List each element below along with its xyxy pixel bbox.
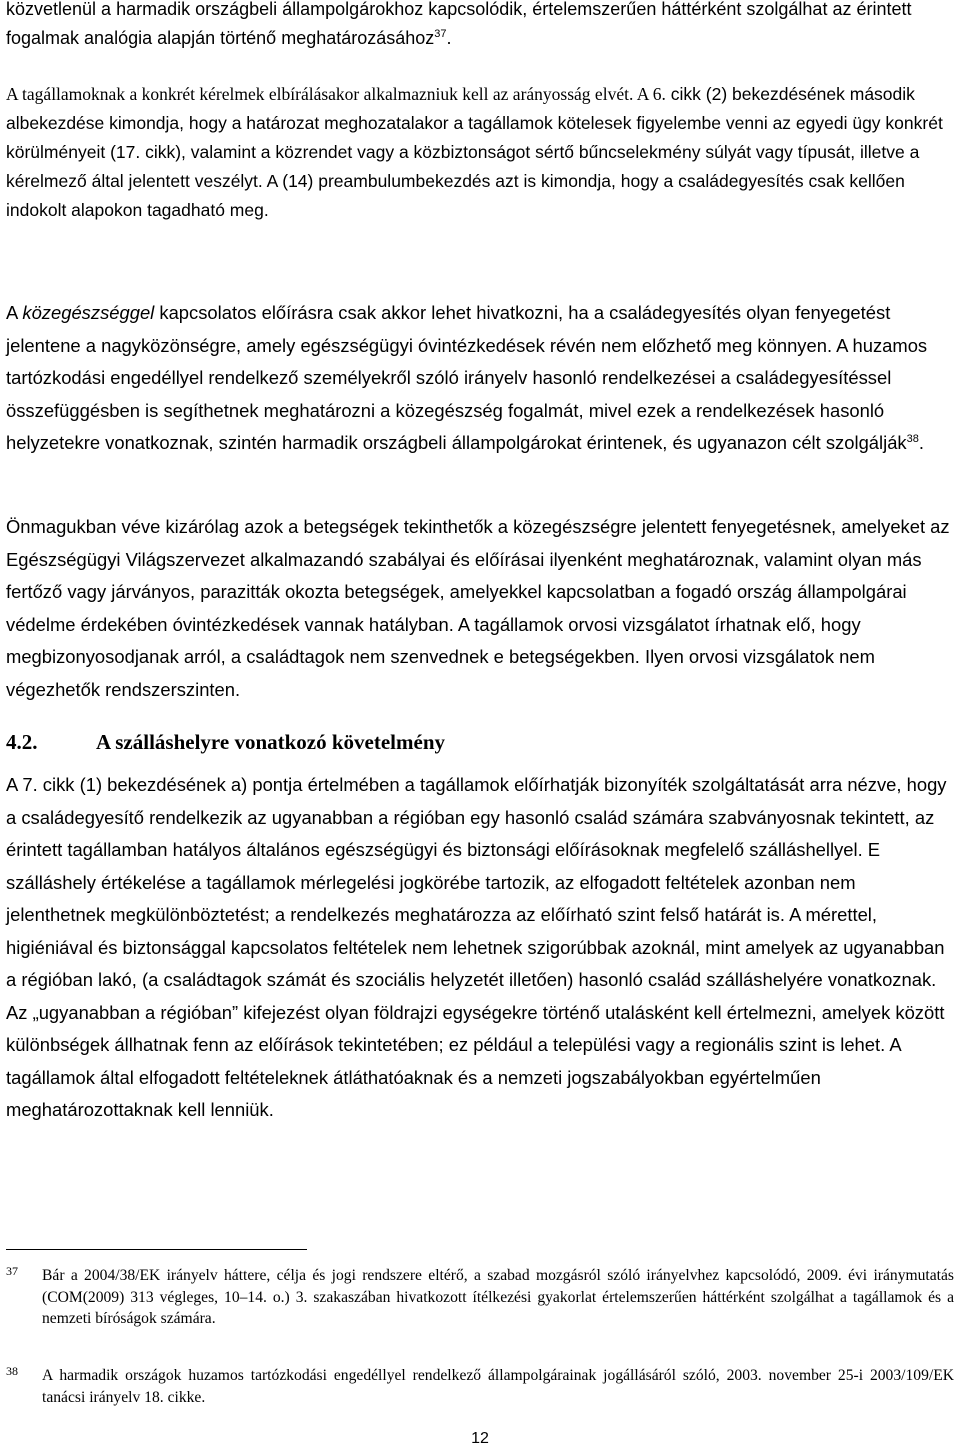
footnote-ref-37[interactable]: 37 <box>434 28 447 40</box>
footnote-text: A harmadik országok huzamos tartózkodási engedéllyel rendelkező állampolgárainak jogállásáról szóló, 2003. november 25-i 2003/109/EK tanácsi irányelv 18. cikke. <box>42 1367 954 1406</box>
paragraph-4 <box>6 511 954 706</box>
footnote-number: 37 <box>6 1264 18 1278</box>
paragraph-5-text: A 7. cikk (1) bekezdésének a) pontja értelmében a tagállamok előírhatják bizonyíték szolgáltatását arra nézve, hogy a családegyesítő rendelkezik az ugyanabban a régióban egy hasonló család számára szabványosnak tekintett, az érintett tagállamban hatályos általános egészségügyi és biztonsági előírásoknak megfelelő szálláshellyel. E szálláshely értékelése a tagállamok mérlegelési jogkörébe tartozik, az elfogadott feltételek azonban nem jelenthetnek megkülönböztetést; a rendelkezés meghatározza az előírható szint felső határát is. A mérettel, higiéniával és biztonsággal kapcsolatos feltételek nem lehetnek szigorúbbak azoknál, mint amelyek az ugyanabban a régióban lakó, (a családtagok számát és szociális helyzetét illetően) hasonló család szálláshelyére vonatkoznak. Az „ugyanabban a régióban” kifejezést olyan földrajzi egységekre történő utalásként kell értelmezni, amelyek között különbségek állhatnak fenn az előírások tekintetében; ez például a települési vagy a regionális szint is lehet. A tagállamok által elfogadott feltételeknek átláthatóaknak és a nemzeti jogszabályokban egyértelműen meghatározottaknak kell lenniük. <box>6 774 947 1120</box>
paragraph-3: A közegészséggel kapcsolatos előírásra csak akkor lehet hivatkozni, ha a családegyesítés olyan fenyegetést jelentene a nagyközönségre, amely egészségügyi óvintézkedések révén nem előzhető meg könnyen. A huzamos tartózkodási engedéllyel rendelkező személyekről szóló irányelv hasonló rendelkezései a családegyesítéssel összefüggésben is segíthetnek meghatározni a közegészség fogalmát, mivel ezek a rendelkezések hasonló helyzetekre vonatkoznak, szintén harmadik országbeli állampolgárokat érintenek, és ugyanazon célt szolgálják$^{38}$. <box>6 302 928 453</box>
footnote-number: 38 <box>6 1364 18 1378</box>
paragraph-2-text: cikk (2) bekezdésének második albekezdése kimondja, hogy a határozat meghozatalakor a tagállamok kötelesek figyelembe venni az egyedi ügy konkrét körülményeit (17. cikk), valamint a közrendet vagy a közbiztonságot sértő bűncselekmény súlyát vagy típusát, illetve a kérelmező által jelentett veszélyt. A (14) preambulumbekezdés azt is kimondja, hogy a családegyesítés csak kellően indokolt alapokon tagadható meg. <box>6 84 943 220</box>
footnote-37 <box>6 1265 954 1330</box>
paragraph-1-text: közvetlenül a harmadik országbeli állampolgárokhoz kapcsolódik, értelemszerűen háttérként szolgálhat az érintett fogalmak analógia alapján történő meghatározásához <box>6 0 912 48</box>
paragraph-1: közvetlenül a harmadik országbeli állampolgárokhoz kapcsolódik, értelemszerűen háttérként szolgálhat az érintett fogalmak analógia alapján történő meghatározásához$^{37}$. <box>6 0 912 48</box>
footnote-ref-38[interactable]: 38 <box>906 432 919 445</box>
section-title: A szálláshelyre vonatkozó követelmény <box>96 730 446 754</box>
paragraph-2-serif-text: A tagállamoknak a konkrét kérelmek elbírálásakor alkalmazniuk kell az arányosság elvét. A 6. <box>6 84 666 104</box>
section-number: 4.2. <box>6 730 38 754</box>
footnote-text: Bár a 2004/38/EK irányelv háttere, célja és jogi rendszere eltérő, a szabad mozgásról szóló irányelvhez kapcsolódó, 2009. évi iránymutatás (COM(2009) 313 végleges, 10–14. o.) 3. szakaszában hivatkozott ítélkezési gyakorlat értelemszerűen háttérként szolgálhat a tagállamok és a nemzeti bíróságok számára. <box>42 1267 954 1327</box>
footnote-separator <box>6 1249 307 1250</box>
paragraph-4-text: Önmagukban véve kizárólag azok a betegségek tekinthetők a közegészségre jelentett fenyegetésnek, amelyeket az Egészségügyi Világszervezet alkalmazandó szabályai és előírásai ilyenként meghatároznak, valamint olyan más fertőző vagy járványos, parazitták okozta betegségek, amelyekkel kapcsolatban a fogadó ország állampolgárai védelme érdekében óvintézkedések vannak hatályban. A tagállamok orvosi vizsgálatot írhatnak elő, hogy megbizonyosodjanak arról, a családtagok nem szenvednek e betegségekben. Ilyen orvosi vizsgálatok nem végezhetők rendszerszinten. <box>6 516 950 700</box>
section-heading <box>6 730 954 755</box>
emphasis-kozegeszseg: közegészséggel <box>22 302 155 323</box>
paragraph-5 <box>6 769 954 1127</box>
paragraph-3-text: kapcsolatos előírásra csak akkor lehet hivatkozni, ha a családegyesítés olyan fenyegetést jelentene a nagyközönségre, amely egészségügyi óvintézkedések révén nem előzhető meg könnyen. A huzamos tartózkodási engedéllyel rendelkező személyekről szóló irányelv hasonló rendelkezései a családegyesítéssel összefüggésben is segíthetnek meghatározni a közegészség fogalmát, mivel ezek a rendelkezések hasonló helyzetekre vonatkoznak, szintén harmadik országbeli állampolgárokat érintenek, és ugyanazon célt szolgálják <box>6 302 928 453</box>
footnote-38 <box>6 1365 954 1408</box>
page-number: 12 <box>471 1430 489 1447</box>
paragraph-2 <box>6 80 954 225</box>
